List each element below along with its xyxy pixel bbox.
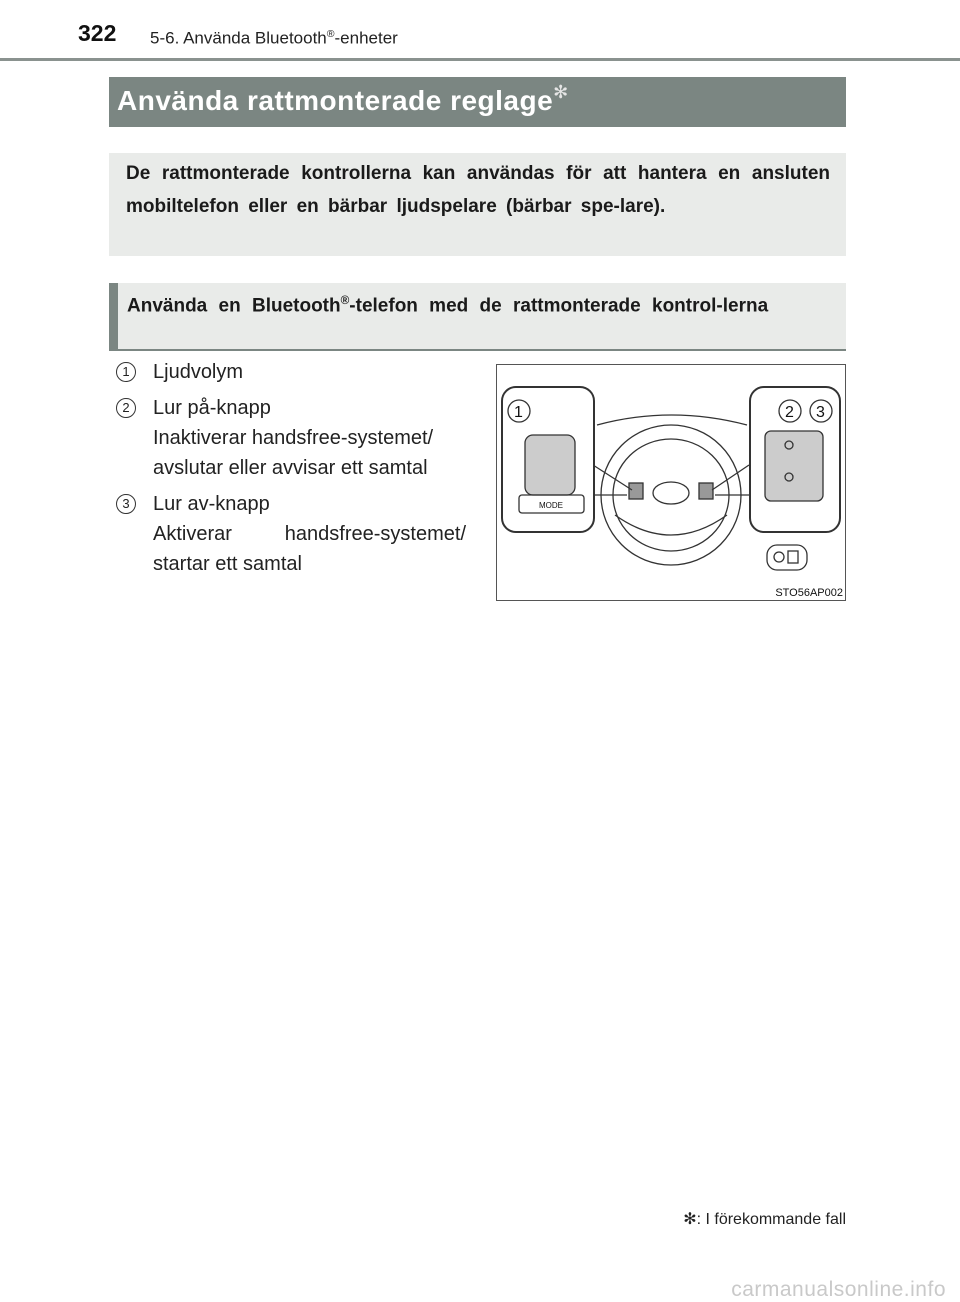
page-title-text: Använda rattmonterade reglage [117,85,554,116]
item-description: startar ett samtal [153,553,302,575]
page-number: 322 [78,20,117,46]
item-description: Aktiverar handsfree-systemet/ [153,523,466,545]
callout-1: 1 [514,404,523,421]
list-item [116,357,466,387]
steering-wheel-drawing [497,365,845,600]
header-rule [0,58,960,61]
figure-code: STO56AP002 [775,587,843,599]
subheading-text-2: -telefon med de rattmonterade kontrol-lerna [349,295,769,317]
asterisk-icon: ✻ [553,82,569,102]
section-header-suffix: -enheter [334,28,398,48]
section-header [150,28,398,49]
registered-mark: ® [326,28,335,40]
page-title [109,77,846,127]
callout-number: 1 [116,362,136,382]
item-label: Lur av-knapp [153,493,270,515]
section-header-text: 5-6. Använda Bluetooth [150,28,327,48]
callout-2: 2 [785,404,794,421]
footnote: ✻: I förekommande fall [683,1211,846,1228]
item-description: avslutar eller avvisar ett samtal [153,457,428,479]
intro-box: De rattmonterade kontrollerna kan användas för att hantera en ansluten mobiltelefon eller en bärbar ljudspelare (bärbar spe-lare). [109,153,846,256]
item-label: Ljudvolym [153,361,244,383]
subheading-text: Använda en Bluetooth [127,295,341,317]
list-item [116,489,466,579]
item-label: Lur på-knapp [153,397,271,419]
registered-mark: ® [340,294,350,307]
subheading [109,283,846,351]
control-list [116,357,466,585]
list-item [116,393,466,483]
callout-number: 3 [116,494,136,514]
steering-wheel-illustration [496,364,846,601]
mode-label: MODE [539,501,563,510]
callout-number: 2 [116,398,136,418]
watermark: carmanualsonline.info [731,1278,946,1301]
callout-3: 3 [816,404,825,421]
item-description: Inaktiverar handsfree-systemet/ [153,427,434,449]
